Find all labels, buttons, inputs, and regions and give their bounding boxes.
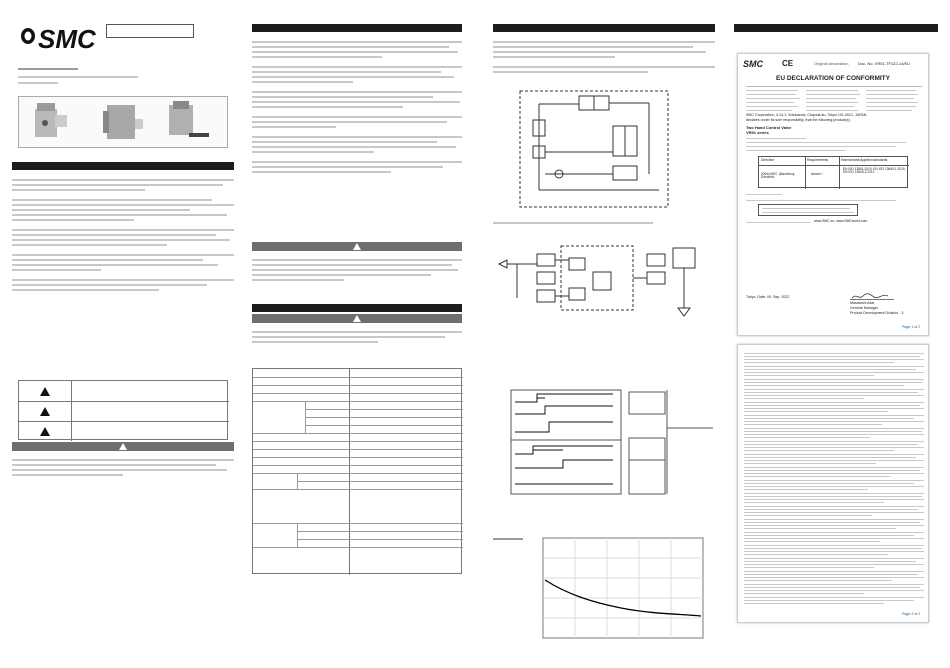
declaration-title: EU DECLARATION OF CONFORMITY xyxy=(776,75,890,82)
internal-circuit-diagram xyxy=(519,90,669,208)
company-line: SMC Corporation, 4-14-1, Sotokanda, Chiyoda-ku, Tokyo 101-0021, JAPAN, xyxy=(746,113,868,117)
product-photo-frame xyxy=(18,96,228,148)
ce-mark: CE xyxy=(782,59,794,68)
signer-title: General Manager xyxy=(850,306,878,310)
declaration-date: Tokyo, Date: 09. Sep. 2022 xyxy=(746,295,790,299)
circuit-diagram xyxy=(519,90,669,208)
table-header-standards: Harmonized/Applied standards xyxy=(841,158,888,162)
standards-table xyxy=(758,156,908,188)
warning-header-bar xyxy=(252,242,462,251)
declaration-page-2 xyxy=(737,344,929,623)
smc-logo-small: SMC xyxy=(743,59,763,69)
hazard-legend-table xyxy=(18,380,228,440)
product-series: VR51 series xyxy=(746,130,769,135)
column-2 xyxy=(252,0,462,668)
timing-chart-svg xyxy=(493,388,715,496)
signer-division: Product Development Division - 3 xyxy=(850,311,904,315)
section-header-bar xyxy=(12,162,234,170)
section-header-bar xyxy=(252,24,462,32)
svg-text:SMC: SMC xyxy=(38,24,96,54)
section-header-bar xyxy=(734,24,938,32)
section-header-bar xyxy=(493,24,715,32)
technical-file-box xyxy=(758,204,858,216)
smc-logo-icon xyxy=(18,24,108,54)
output-delay-chart-svg xyxy=(521,536,711,658)
warning-header-bar xyxy=(252,314,462,323)
column-3 xyxy=(493,0,715,668)
caution-icon xyxy=(40,427,50,436)
page-number-2: Page 2 of 2 xyxy=(902,612,921,616)
smc-logo xyxy=(18,24,108,54)
table-cell-standards: EN ISO 13851:2019, EN ISO 13849-1:2015, EN ISO 13849-2:2012 xyxy=(843,167,906,175)
output-delay-chart xyxy=(521,536,711,658)
warning-icon xyxy=(40,407,50,416)
table-cell-requirements: Annex I xyxy=(811,172,823,176)
doc-number: Doc. No. VR51-TF122-14/EU xyxy=(858,61,911,66)
product-name: Two Hand Control Valve xyxy=(746,125,792,130)
page-number-1: Page 1 of 2 xyxy=(902,325,921,329)
declaration-page-1 xyxy=(737,53,929,336)
pneumatic-diagram xyxy=(497,238,707,320)
declares-line: declares under its sole responsibility, that the following product(s): xyxy=(746,118,851,122)
danger-icon xyxy=(40,387,50,396)
table-header-directive: Directive xyxy=(761,158,775,162)
website-line: www.SMC.eu, www.SMCworld.com xyxy=(814,219,868,223)
doc-number-box xyxy=(106,24,194,38)
table-header-requirements: Requirements xyxy=(807,158,829,162)
warning-header-bar xyxy=(12,442,234,451)
table-cell-directive: 2006/42/EC (Machinery Directive) xyxy=(761,172,795,180)
connection-diagram xyxy=(497,238,707,320)
product-photo xyxy=(19,97,229,149)
signature xyxy=(850,288,890,298)
translations-text-block xyxy=(744,353,924,609)
original-declaration-label: Original declaration xyxy=(814,61,849,66)
signer-name: Masatoshi Akai xyxy=(850,301,875,305)
specifications-table xyxy=(252,368,462,574)
section-header-bar xyxy=(252,304,462,312)
timing-chart xyxy=(493,388,715,496)
column-1 xyxy=(12,0,234,668)
